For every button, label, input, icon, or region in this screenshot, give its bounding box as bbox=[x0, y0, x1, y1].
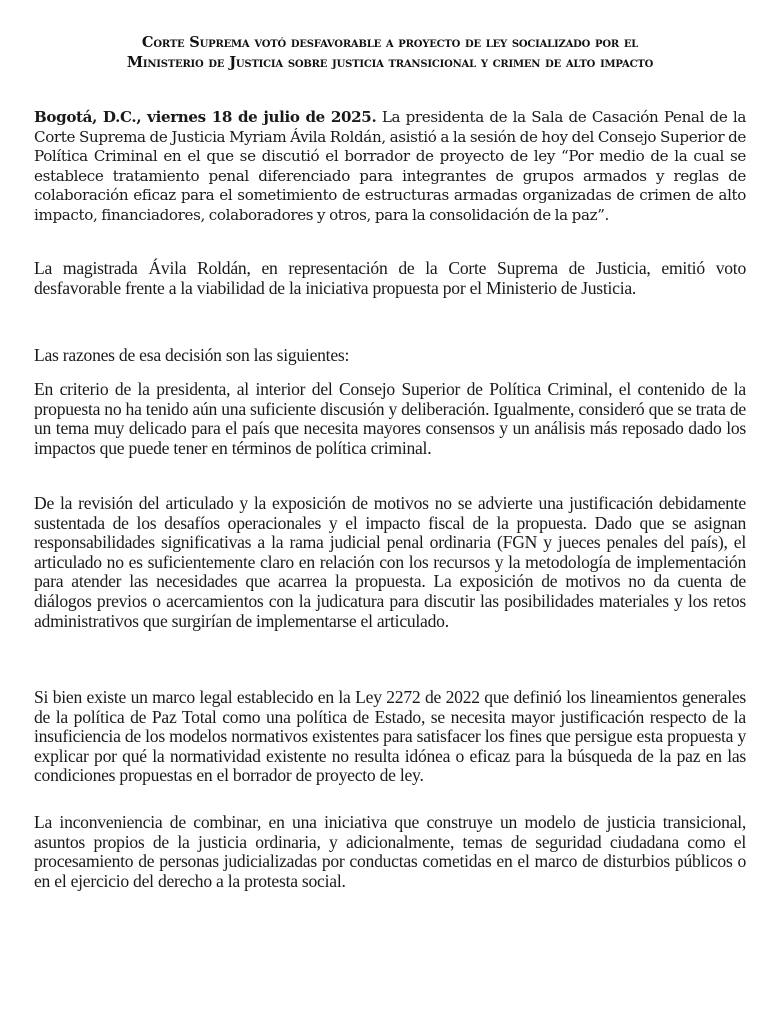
document-title bbox=[40, 33, 740, 73]
title-line-1: Corte Suprema votó desfavorable a proyecto de ley socializado por el bbox=[141, 34, 639, 51]
paragraph-intro bbox=[34, 108, 746, 226]
paragraph-reason-justification: De la revisión del articulado y la exposición de motivos no se advierte una justificación debidamente sustentada de los desafíos operacionales y el impacto fiscal de la propuesta. Dado que se asignan responsabilidades significativas a la rama judicial penal ordinaria (FGN y jueces penales del país), el articulado no es suficientemente claro en relación con los recursos y la metodología de implementación para atender las necesidades que acarrea la propuesta. La exposición de motivos no da cuenta de diálogos previos o acercamientos con la judicatura para discutir las posibilidades materiales y los retos administrativos que surgirían de implementarse el articulado. bbox=[34, 493, 746, 631]
paragraph-reason-combination: La inconveniencia de combinar, en una iniciativa que construye un modelo de justicia transicional, asuntos propios de la justicia ordinaria, y adicionalmente, temas de seguridad ciudadana como el procesamiento de personas judicializadas por conductas cometidas en el marco de disturbios públicos o en el ejercicio del derecho a la protesta social. bbox=[34, 812, 746, 891]
paragraph-reason-legal-framework: Si bien existe un marco legal establecido en la Ley 2272 de 2022 que definió los lineamientos generales de la política de Paz Total como una política de Estado, se necesita mayor justificación respecto de la insuficiencia de los modelos normativos existentes para satisfacer los fines que persigue esta propuesta y explicar por qué la normatividad existente no resulta idónea o eficaz para la búsqueda de la paz en las condiciones propuestas en el borrador de proyecto de ley. bbox=[34, 687, 746, 786]
intro-text: La presidenta de la Sala de Casación Penal de la Corte Suprema de Justicia Myriam Ávila Roldán, asistió a la sesión de hoy del Consejo Superior de Política Criminal en el que se discutió el borrador de proyecto de ley “Por medio de la cual se establece tratamiento penal diferenciado para integrantes de grupos armados y reglas de colaboración eficaz para el sometimiento de estructuras armadas organizadas de crimen de alto impacto, financiadores, colaboradores y otros, para la consolidación de la paz”. bbox=[34, 108, 746, 224]
paragraph-vote: La magistrada Ávila Roldán, en representación de la Corte Suprema de Justicia, emitió voto desfavorable frente a la viabilidad de la iniciativa propuesta por el Ministerio de Justicia. bbox=[34, 258, 746, 298]
title-line-2: Ministerio de Justicia sobre justicia transicional y crimen de alto impacto bbox=[126, 54, 654, 71]
paragraph-reason-deliberation: En criterio de la presidenta, al interior del Consejo Superior de Política Criminal, el contenido de la propuesta no ha tenido aún una suficiente discusión y deliberación. Igualmente, consideró que se trata de un tema muy delicado para el país que necesita mayores consensos y un análisis más reposado dado los impactos que puede tener en términos de política criminal. bbox=[34, 379, 746, 458]
paragraph-reasons-intro: Las razones de esa decisión son las siguientes: bbox=[34, 345, 350, 365]
dateline: Bogotá, D.C., viernes 18 de julio de 2025. bbox=[34, 108, 377, 126]
